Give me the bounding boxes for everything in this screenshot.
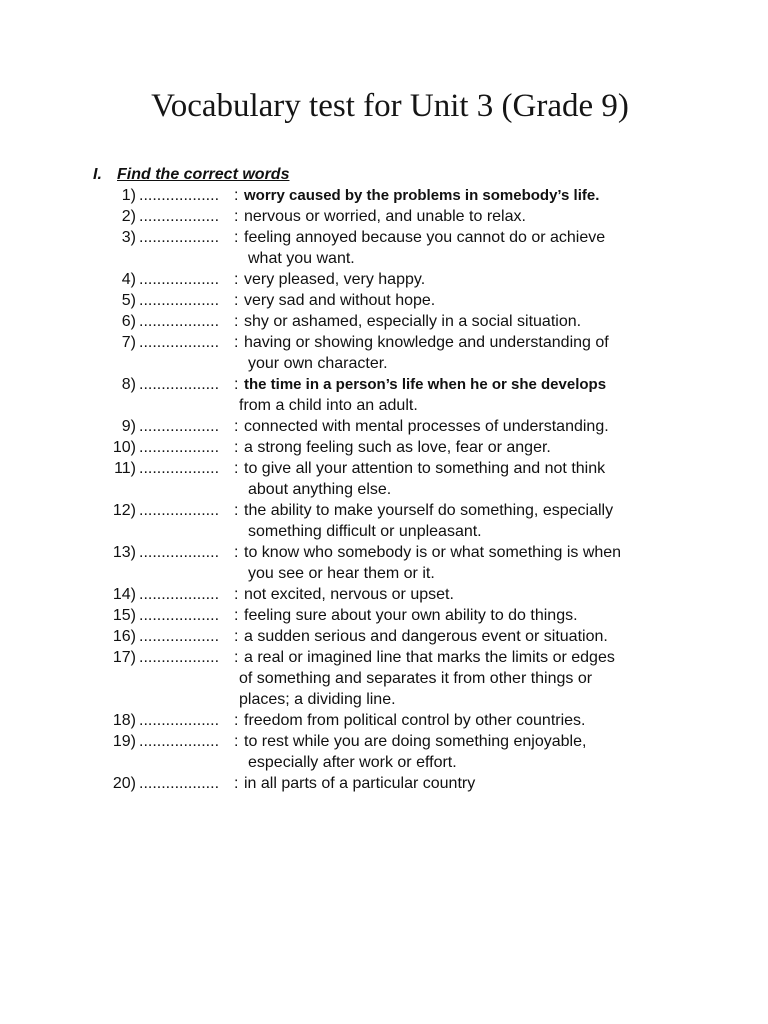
question-item-2 [0,206,768,227]
definition-line-1: connected with mental processes of understanding. [244,418,609,435]
definition-line-1: freedom from political control by other countries. [244,712,586,729]
question-item-6 [0,311,768,332]
colon-separator: : [234,334,239,351]
question-item-11 [0,458,768,500]
definition-line-2: what you want. [248,250,355,267]
definition-line-2: especially after work or effort. [248,754,457,771]
question-item-14 [0,584,768,605]
answer-blank: .................. [139,418,220,435]
colon-separator: : [234,292,239,309]
definition-line-2: about anything else. [248,481,392,498]
colon-separator: : [234,439,239,456]
answer-blank: .................. [139,544,220,561]
question-list [0,185,768,794]
colon-separator: : [234,607,239,624]
question-number: 6) [121,313,136,330]
definition-line-1: having or showing knowledge and understanding of [244,334,609,351]
question-number: 2) [121,208,136,225]
question-item-18 [0,710,768,731]
question-number: 12) [112,502,136,519]
question-number: 13) [112,544,136,561]
question-number: 4) [121,271,136,288]
answer-blank: .................. [139,733,220,750]
definition-line-2: of something and separates it from other things or [239,670,593,687]
section-header [93,164,289,185]
question-item-1 [0,185,768,206]
colon-separator: : [234,418,239,435]
question-item-10 [0,437,768,458]
colon-separator: : [234,271,239,288]
section-heading: Find the correct words [117,166,290,183]
definition-line-1: the ability to make yourself do something, especially [244,502,614,519]
colon-separator: : [234,187,239,204]
question-number: 7) [121,334,136,351]
question-number: 1) [121,187,136,204]
answer-blank: .................. [139,628,220,645]
colon-separator: : [234,229,239,246]
question-number: 14) [112,586,136,603]
answer-blank: .................. [139,271,220,288]
definition-line-1: very pleased, very happy. [244,271,426,288]
answer-blank: .................. [139,334,220,351]
section-numeral: I. [93,166,102,183]
question-number: 19) [112,733,136,750]
question-number: 18) [112,712,136,729]
definition-line-1: feeling annoyed because you cannot do or achieve [244,229,606,246]
answer-blank: .................. [139,229,220,246]
answer-blank: .................. [139,649,220,666]
definition-line-1: to give all your attention to something and not think [244,460,606,477]
definition-line-1: the time in a person’s life when he or she develops [244,376,607,393]
definition-line-2: something difficult or unpleasant. [248,523,482,540]
answer-blank: .................. [139,607,220,624]
definition-line-1: not excited, nervous or upset. [244,586,454,603]
question-number: 8) [121,376,136,393]
answer-blank: .................. [139,313,220,330]
colon-separator: : [234,313,239,330]
answer-blank: .................. [139,376,220,393]
answer-blank: .................. [139,712,220,729]
question-number: 5) [121,292,136,309]
question-item-19 [0,731,768,773]
question-item-17 [0,647,768,710]
question-item-5 [0,290,768,311]
question-item-15 [0,605,768,626]
definition-line-1: a strong feeling such as love, fear or anger. [244,439,551,456]
page-title: Vocabulary test for Unit 3 (Grade 9) [151,88,629,124]
question-item-9 [0,416,768,437]
colon-separator: : [234,376,239,393]
colon-separator: : [234,208,239,225]
question-item-16 [0,626,768,647]
definition-line-1: worry caused by the problems in somebody’s life. [244,187,600,204]
question-number: 15) [112,607,136,624]
definition-line-2: you see or hear them or it. [248,565,435,582]
question-item-12 [0,500,768,542]
question-item-4 [0,269,768,290]
answer-blank: .................. [139,187,220,204]
answer-blank: .................. [139,292,220,309]
definition-line-3: places; a dividing line. [239,691,396,708]
definition-line-1: feeling sure about your own ability to do things. [244,607,578,624]
question-item-13 [0,542,768,584]
answer-blank: .................. [139,439,220,456]
colon-separator: : [234,649,239,666]
definition-line-1: nervous or worried, and unable to relax. [244,208,526,225]
colon-separator: : [234,733,239,750]
answer-blank: .................. [139,208,220,225]
colon-separator: : [234,775,239,792]
question-number: 11) [114,460,136,477]
definition-line-1: very sad and without hope. [244,292,436,309]
definition-line-1: a real or imagined line that marks the limits or edges [244,649,615,666]
question-number: 9) [121,418,136,435]
colon-separator: : [234,628,239,645]
definition-line-1: in all parts of a particular country [244,775,476,792]
colon-separator: : [234,712,239,729]
colon-separator: : [234,460,239,477]
definition-line-1: a sudden serious and dangerous event or situation. [244,628,608,645]
question-number: 20) [112,775,136,792]
definition-line-1: to rest while you are doing something enjoyable, [244,733,587,750]
question-number: 3) [121,229,136,246]
colon-separator: : [234,586,239,603]
question-item-7 [0,332,768,374]
question-item-3 [0,227,768,269]
answer-blank: .................. [139,775,220,792]
answer-blank: .................. [139,460,220,477]
question-number: 16) [112,628,136,645]
question-number: 10) [112,439,136,456]
question-item-8 [0,374,768,416]
answer-blank: .................. [139,586,220,603]
definition-line-2: your own character. [248,355,388,372]
definition-line-1: shy or ashamed, especially in a social situation. [244,313,582,330]
definition-line-2: from a child into an adult. [239,397,418,414]
definition-line-1: to know who somebody is or what something is when [244,544,622,561]
colon-separator: : [234,544,239,561]
question-number: 17) [112,649,136,666]
colon-separator: : [234,502,239,519]
question-item-20 [0,773,768,794]
answer-blank: .................. [139,502,220,519]
